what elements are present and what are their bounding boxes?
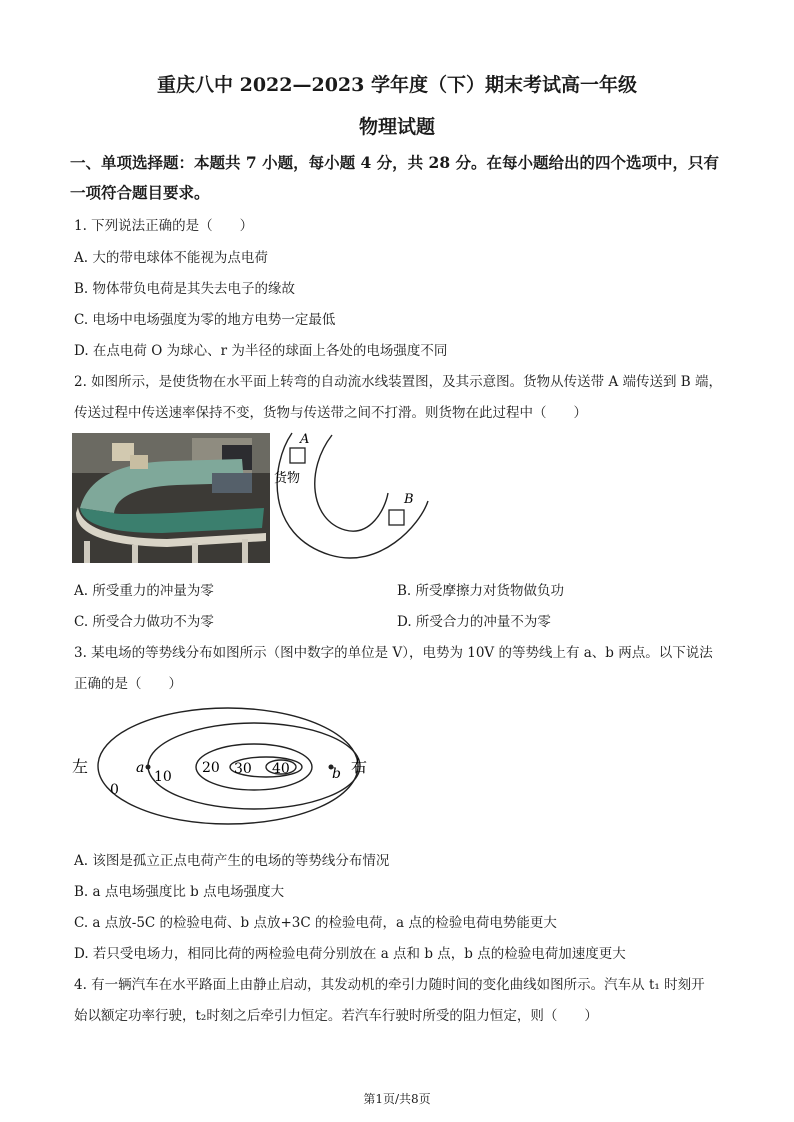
section-heading-line2: 一项符合题目要求。 [70, 183, 210, 202]
q1-option-c: C. 电场中电场强度为零的地方电势一定最低 [74, 312, 336, 328]
potential-0: 0 [110, 782, 119, 798]
q1-stem: 1. 下列说法正确的是（ ） [74, 218, 254, 234]
q3-stem-line1: 3. 某电场的等势线分布如图所示（图中数字的单位是 V），电势为 10V 的等势线上有 a、b 两点。以下说法 [74, 645, 713, 661]
q2-option-a: A. 所受重力的冲量为零 [74, 583, 214, 599]
q3-option-d: D. 若只受电场力，相同比荷的两检验电荷分别放在 a 点和 b 点，b 点的检验电荷加速度更大 [74, 946, 626, 962]
q3-option-c: C. a 点放-5C 的检验电荷、b 点放+3C 的检验电荷，a 点的检验电荷电势能更大 [74, 915, 557, 931]
potential-30: 30 [234, 761, 252, 777]
cargo-box-a [290, 448, 305, 463]
q1-option-d: D. 在点电荷 O 为球心、r 为半径的球面上各处的电场强度不同 [74, 343, 448, 359]
exam-subtitle: 物理试题 [358, 116, 435, 138]
label-cargo: 货物 [274, 471, 301, 486]
potential-20: 20 [202, 760, 220, 776]
q2-option-d: D. 所受合力的冲量不为零 [397, 614, 551, 630]
q2-option-c: C. 所受合力做功不为零 [74, 614, 214, 630]
label-point-b: b [332, 766, 341, 782]
conveyor-photo [72, 433, 270, 563]
q2-option-b: B. 所受摩擦力对货物做负功 [397, 583, 565, 599]
page-footer: 第1页/共8页 [363, 1092, 431, 1106]
label-left: 左 [72, 757, 89, 776]
label-point-a: a [136, 760, 145, 776]
q3-option-b: B. a 点电场强度比 b 点电场强度大 [74, 884, 285, 900]
label-b: B [404, 492, 414, 507]
q4-stem-line1: 4. 有一辆汽车在水平路面上由静止启动，其发动机的牵引力随时间的变化曲线如图所示。汽车从 t₁ 时刻开 [74, 977, 705, 993]
q2-stem-line1: 2. 如图所示，是使货物在水平面上转弯的自动流水线装置图，及其示意图。货物从传送带 A 端传送到 B 端， [74, 374, 723, 390]
potential-10: 10 [154, 769, 172, 785]
cargo-box-b [389, 510, 404, 525]
potential-40: 40 [272, 761, 290, 777]
q1-option-a: A. 大的带电球体不能视为点电荷 [74, 250, 268, 266]
point-a [146, 765, 151, 770]
q1-option-b: B. 物体带负电荷是其失去电子的缘故 [74, 281, 296, 297]
conveyor-schematic [270, 425, 440, 575]
exam-title: 重庆八中 2022—2023 学年度（下）期末考试高一年级 [157, 74, 637, 96]
label-right: 右 [351, 757, 368, 776]
section-heading-line1: 一、单项选择题：本题共 7 小题，每小题 4 分，共 28 分。在每小题给出的四个选项中，只有 [70, 153, 720, 172]
equipotential-diagram [66, 700, 386, 832]
q2-stem-line2: 传送过程中传送速率保持不变，货物与传送带之间不打滑。则货物在此过程中（ ） [74, 405, 587, 421]
q3-stem-line2: 正确的是（ ） [74, 676, 182, 692]
q3-option-a: A. 该图是孤立正点电荷产生的电场的等势线分布情况 [74, 853, 390, 869]
q4-stem-line2: 始以额定功率行驶，t₂时刻之后牵引力恒定。若汽车行驶时所受的阻力恒定，则（ ） [74, 1008, 598, 1024]
label-a: A [300, 432, 310, 447]
